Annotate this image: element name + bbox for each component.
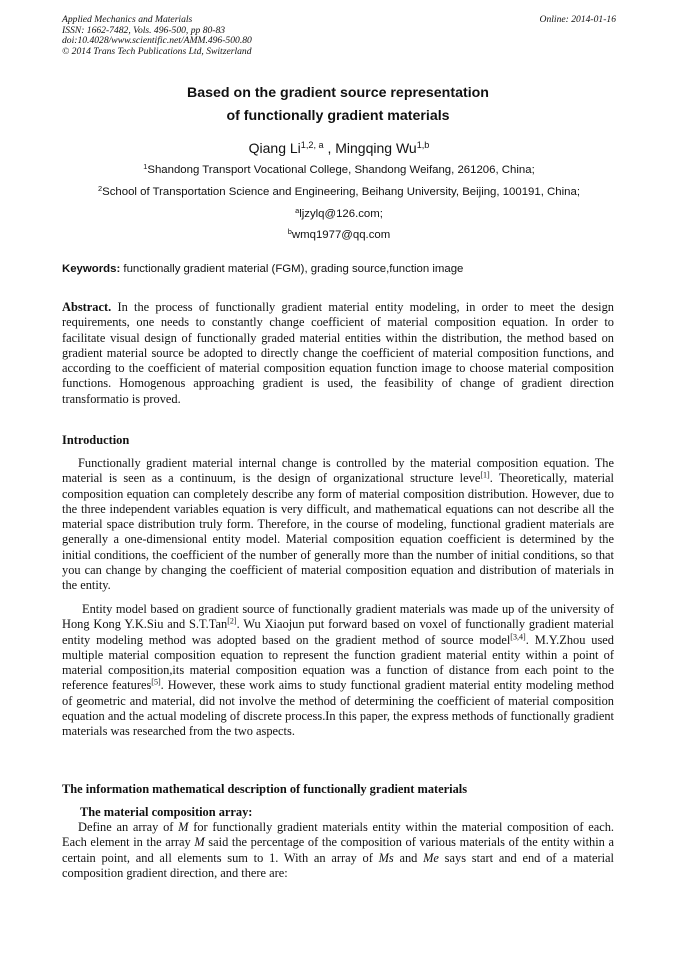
keywords — [62, 263, 618, 275]
author-list — [40, 140, 638, 156]
var-M-1: M — [178, 820, 189, 834]
email-2-text: wmq1977@qq.com — [291, 229, 391, 241]
title-line-2: of functionally gradient materials — [226, 108, 450, 124]
def-text-3: said the percentage of the composition of various materials of the entity within a certain point, and all elements sum to 1. With an array of — [62, 835, 614, 865]
author-1: Qiang Li — [248, 140, 301, 156]
affiliation-2-mark: 2 — [98, 183, 103, 193]
def-text-5: says start and end of a material composition gradient direction, and there are: — [62, 850, 614, 880]
def-text-4: and — [393, 850, 424, 865]
journal-header — [62, 15, 622, 57]
citation-5: [5] — [151, 678, 161, 688]
author-2-affil: 1,b — [416, 140, 430, 150]
keywords-label: Keywords: — [62, 263, 121, 275]
email-1-text: ljzylq@126.com; — [299, 208, 383, 220]
abstract-text: In the process of functionally gradient material entity modeling, in order to meet the design requirements, one needs to constantly change coefficient of material composition equation. In order to facilitate visual design of functionally graded material entities within the distribution, the method based on gradient material source be adopted to directly change the coefficient of material composition functions, and according to the coefficient of material composition equation function image to choose material composition functions. Homogenous approaching gradient is used, the feasibility of change of gradient direction transformatio is proved. — [62, 300, 614, 406]
author-2: Mingqing Wu — [335, 140, 417, 156]
citation-1: [1] — [480, 470, 490, 480]
journal-name: Applied Mechanics and Materials — [62, 14, 193, 25]
definition-paragraph — [62, 820, 614, 881]
email-1 — [40, 205, 638, 220]
intro-p2-text-c: . M.Y.Zhou used multiple material composition equation to represent the function gradient material entity within a point of material composition,its material composition equation was a function of distance from each point to the reference features — [62, 632, 614, 693]
copyright-line: © 2014 Trans Tech Publications Ltd, Switzerland — [62, 45, 252, 57]
intro-p2-text-d: . However, these work aims to study functional gradient material entity modeling method of geometric and material, did not involve the method of determining the coefficient of material composition equation and the actual modeling of discrete process.In this paper, the express methods of functionally gradient materials was researched from the two aspects. — [62, 678, 614, 739]
def-text-1: Define an array of — [78, 820, 179, 834]
doi-line: doi:10.4028/www.scientific.net/AMM.496-500.80 — [62, 35, 252, 47]
var-Me: Me — [423, 850, 439, 865]
introduction-paragraph-1 — [62, 456, 614, 594]
subsection-heading: The material composition array: — [80, 805, 253, 819]
abstract — [62, 300, 614, 407]
abstract-label: Abstract. — [62, 300, 112, 314]
issn-line: ISSN: 1662-7482, Vols. 496-500, pp 80-83 — [62, 24, 226, 36]
affiliation-1-mark: 1 — [143, 161, 148, 171]
var-M-2: M — [194, 835, 205, 850]
paper-title — [62, 82, 614, 128]
email-2-mark: b — [287, 226, 292, 236]
var-Ms: Ms — [378, 850, 394, 865]
affiliation-1 — [40, 161, 638, 176]
intro-p2-text-b: . Wu Xiaojun put forward based on voxel of functionally gradient material entity modeling method was adopted based on the gradient method of source model — [62, 617, 615, 647]
introduction-heading: Introduction — [62, 433, 130, 447]
citation-3-4: [3,4] — [510, 632, 526, 642]
affiliation-1-text: Shandong Transport Vocational College, Shandong Weifang, 261206, China; — [147, 164, 535, 176]
keywords-text: functionally gradient material (FGM), grading source,function image — [120, 263, 464, 275]
affiliation-2 — [40, 183, 638, 198]
intro-p2-text-a: Entity model based on gradient source of functionally gradient materials was made up of the university of Hong Kong Y.K.Siu and S.T.Tan — [62, 602, 614, 632]
introduction-paragraph-2 — [62, 602, 614, 740]
email-1-mark: a — [295, 205, 300, 215]
online-date: Online: 2014-01-16 — [539, 14, 616, 25]
email-2 — [40, 226, 638, 241]
affiliation-2-text: School of Transportation Science and Engineering, Beihang University, Beijing, 100191, China; — [102, 186, 580, 198]
author-separator: , — [323, 140, 336, 156]
title-line-1: Based on the gradient source representation — [187, 85, 489, 101]
intro-p1-text-b: . Theoretically, material composition equation can completely describe any form of material composition distribution. However, due to the three independent variables equation is very difficult, and mathematical equations can not describe all the material space distribution truly form. Therefore, in the course of modeling, functional gradient materials are generally a one-dimensional entity model. Material composition equation coefficient is determined by the initial conditions, the coefficient of the number of generally more than the number of initial conditions, so that you can change by changing the coefficient of material composition equation and distribution of materials in the entity. — [62, 471, 614, 593]
author-1-affil: 1,2, a — [300, 140, 324, 150]
intro-p1-text-a: Functionally gradient material internal change is controlled by the material composition equation. The material is seen as a continuum, is the design of organizational structure leve — [62, 456, 614, 486]
def-text-2: for functionally gradient materials entity within the material composition of each. Each element in the array — [62, 820, 614, 850]
citation-2: [2] — [227, 616, 237, 626]
section-2-heading: The information mathematical description of functionally gradient materials — [62, 782, 468, 796]
